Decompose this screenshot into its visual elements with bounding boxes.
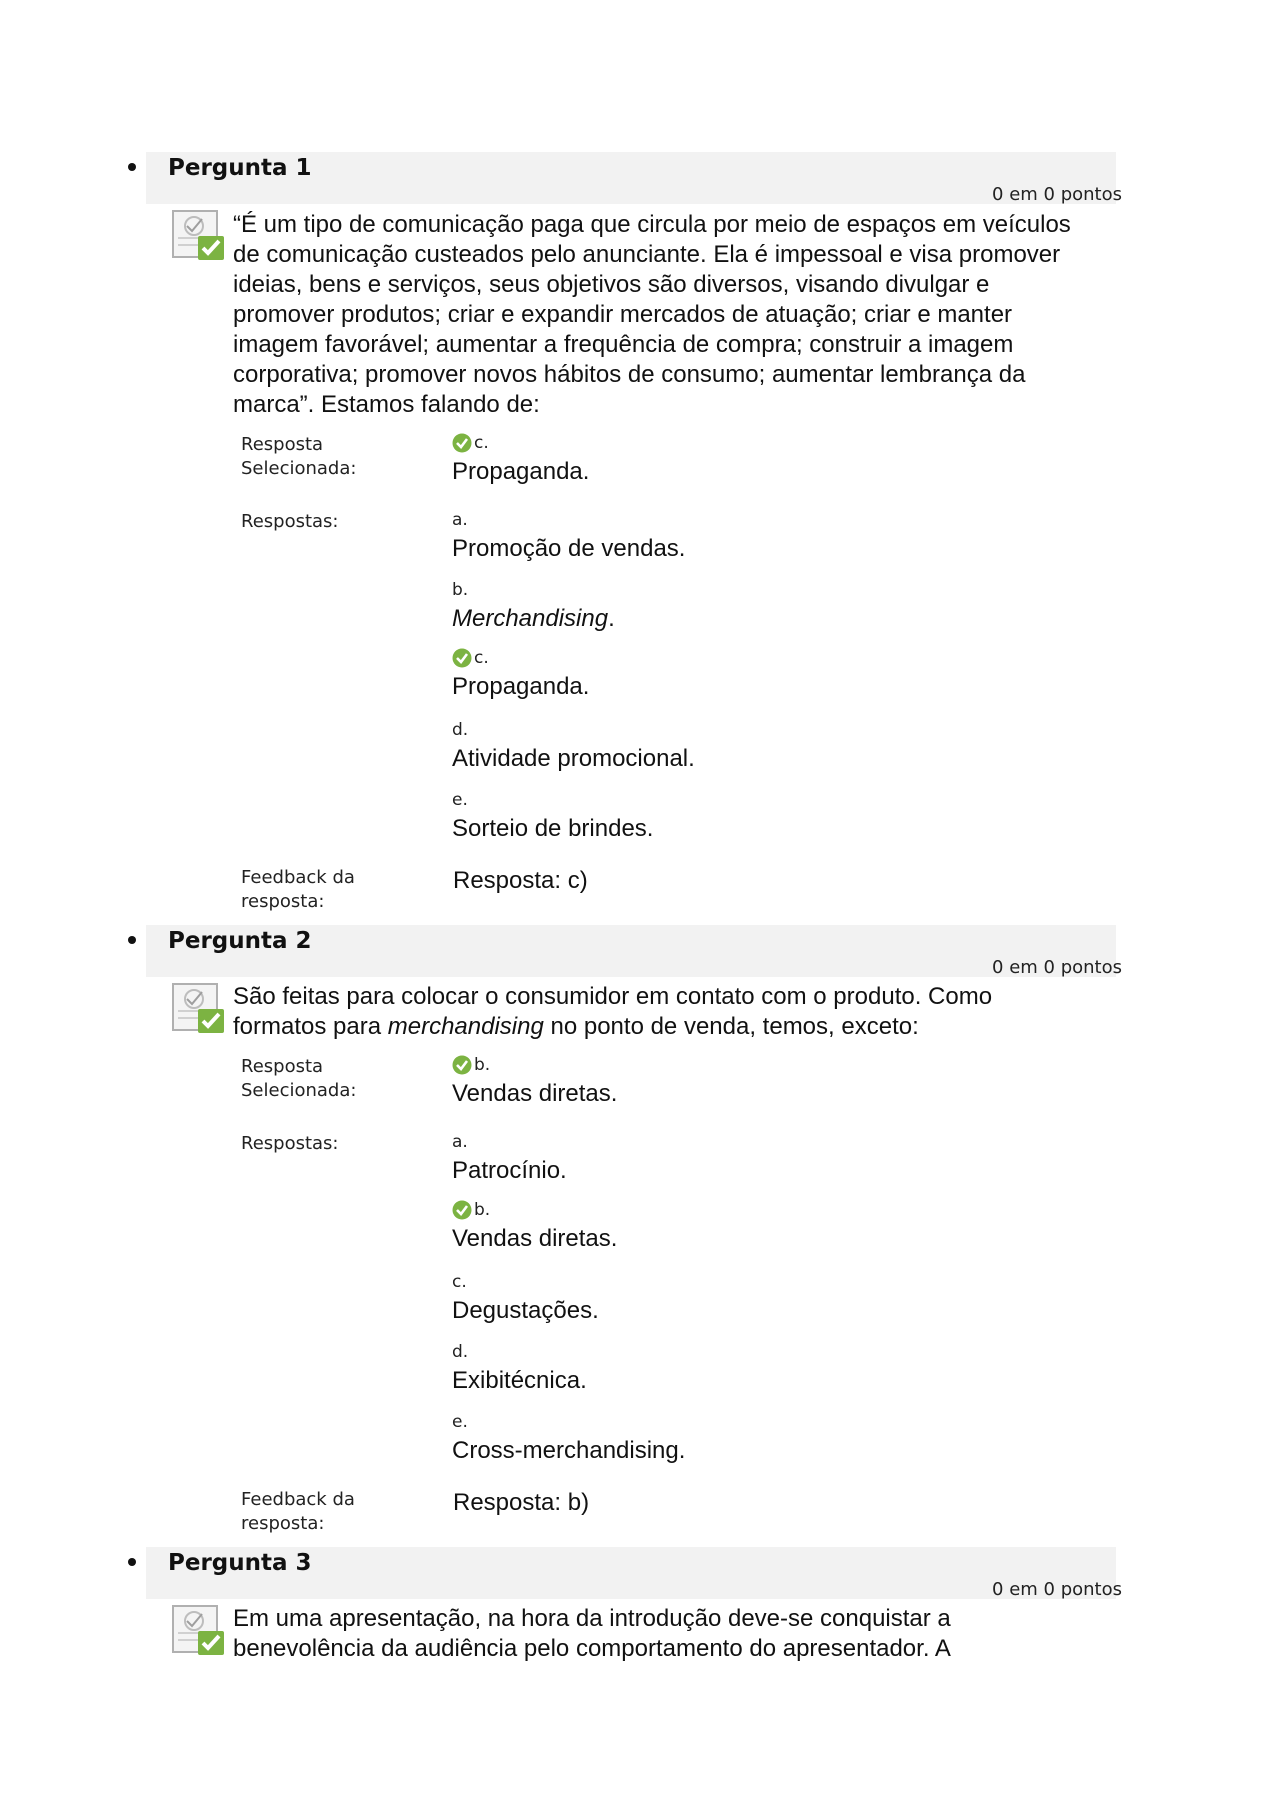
selected-answer: [452, 1055, 1052, 1109]
answer-option-b: [452, 1200, 1052, 1254]
answer-text: Merchandising: [452, 605, 609, 632]
question-text: “É um tipo de comunicação paga que circula por meio de espaços em veículos de comunicação custeados pelo anunciante. Ela é impessoal e visa promover ideias, bens e serviços, seus objetivos são diversos, visando divulgar e promover produtos; criar e expandir mercados de atuação; criar e manter imagem favorável; aumentar a frequência de compra; construir a imagem corporativa; promover novos hábitos de consumo; aumentar lembrança da marca”. Estamos falando de:: [233, 211, 1071, 418]
question-text: Em uma apresentação, na hora da introdução deve-se conquistar a benevolência da audiência pelo comportamento do apresentador. A: [233, 1605, 951, 1662]
graded-question-icon: [170, 208, 226, 262]
answer-letter: e.: [452, 1412, 468, 1432]
bullet: [128, 1558, 136, 1566]
question-points: 0 em 0 pontos: [992, 957, 1122, 978]
answer-letter: c.: [474, 648, 489, 668]
answers-label: Respostas:: [241, 1133, 339, 1154]
bullet: [128, 163, 136, 171]
graded-question-icon: [170, 1603, 226, 1657]
answer-text: Atividade promocional.: [452, 745, 695, 772]
answer-suffix: .: [608, 605, 615, 632]
answer-letter: a.: [452, 1132, 468, 1152]
answer-letter: a.: [452, 510, 468, 530]
answer-text: Exibitécnica.: [452, 1367, 587, 1394]
answer-text: Propaganda.: [452, 458, 590, 485]
question-title: Pergunta 1: [168, 155, 312, 181]
answer-text: Degustações.: [452, 1297, 599, 1324]
question-points: 0 em 0 pontos: [992, 1579, 1122, 1600]
feedback-label: Feedback da resposta:: [241, 867, 355, 912]
correct-check-icon: [452, 648, 472, 668]
answer-letter: b.: [474, 1200, 491, 1220]
selected-answer-label: Resposta Selecionada:: [241, 1056, 357, 1101]
answer-option-d: [452, 720, 1052, 774]
answer-text: Cross-merchandising.: [452, 1437, 686, 1464]
question-header: [146, 152, 1122, 205]
feedback-label: Feedback da resposta:: [241, 1489, 355, 1534]
question-title: Pergunta 3: [168, 1550, 312, 1576]
answer-text: Patrocínio.: [452, 1157, 567, 1184]
answer-text: Sorteio de brindes.: [452, 815, 654, 842]
answer-option-e: [452, 790, 1052, 844]
answer-letter: d.: [452, 720, 469, 740]
answer-letter: c.: [474, 433, 489, 453]
answer-letter: b.: [474, 1055, 491, 1075]
selected-answer: [452, 433, 1052, 487]
feedback-text: Resposta: b): [453, 1489, 590, 1516]
answer-letter: c.: [452, 1272, 467, 1292]
answer-letter: e.: [452, 790, 468, 810]
bullet: [128, 936, 136, 944]
question-header: [146, 1547, 1122, 1600]
answer-option-c: [452, 1272, 1052, 1326]
question-title: Pergunta 2: [168, 928, 312, 954]
correct-check-icon: [452, 433, 472, 453]
correct-check-icon: [452, 1200, 472, 1220]
answer-option-b: [452, 580, 1052, 634]
correct-check-icon: [452, 1055, 472, 1075]
answer-option-e: [452, 1412, 1052, 1466]
answer-option-c: [452, 648, 1052, 702]
question-text: São feitas para colocar o consumidor em contato com o produto. Como formatos para merchandising no ponto de venda, temos, exceto:: [233, 983, 993, 1040]
selected-answer-label: Resposta Selecionada:: [241, 434, 357, 479]
answer-option-d: [452, 1342, 1052, 1396]
question-points: 0 em 0 pontos: [992, 184, 1122, 205]
answer-text: Vendas diretas.: [452, 1080, 618, 1107]
answer-letter: d.: [452, 1342, 469, 1362]
answer-text: Vendas diretas.: [452, 1225, 618, 1252]
answer-option-a: [452, 510, 1052, 564]
answer-text: Promoção de vendas.: [452, 535, 686, 562]
answer-option-a: [452, 1132, 1052, 1186]
graded-question-icon: [170, 981, 226, 1035]
answer-letter: b.: [452, 580, 469, 600]
answer-text: Propaganda.: [452, 673, 590, 700]
feedback-text: Resposta: c): [453, 867, 588, 894]
question-header: [146, 925, 1122, 978]
answers-label: Respostas:: [241, 511, 339, 532]
